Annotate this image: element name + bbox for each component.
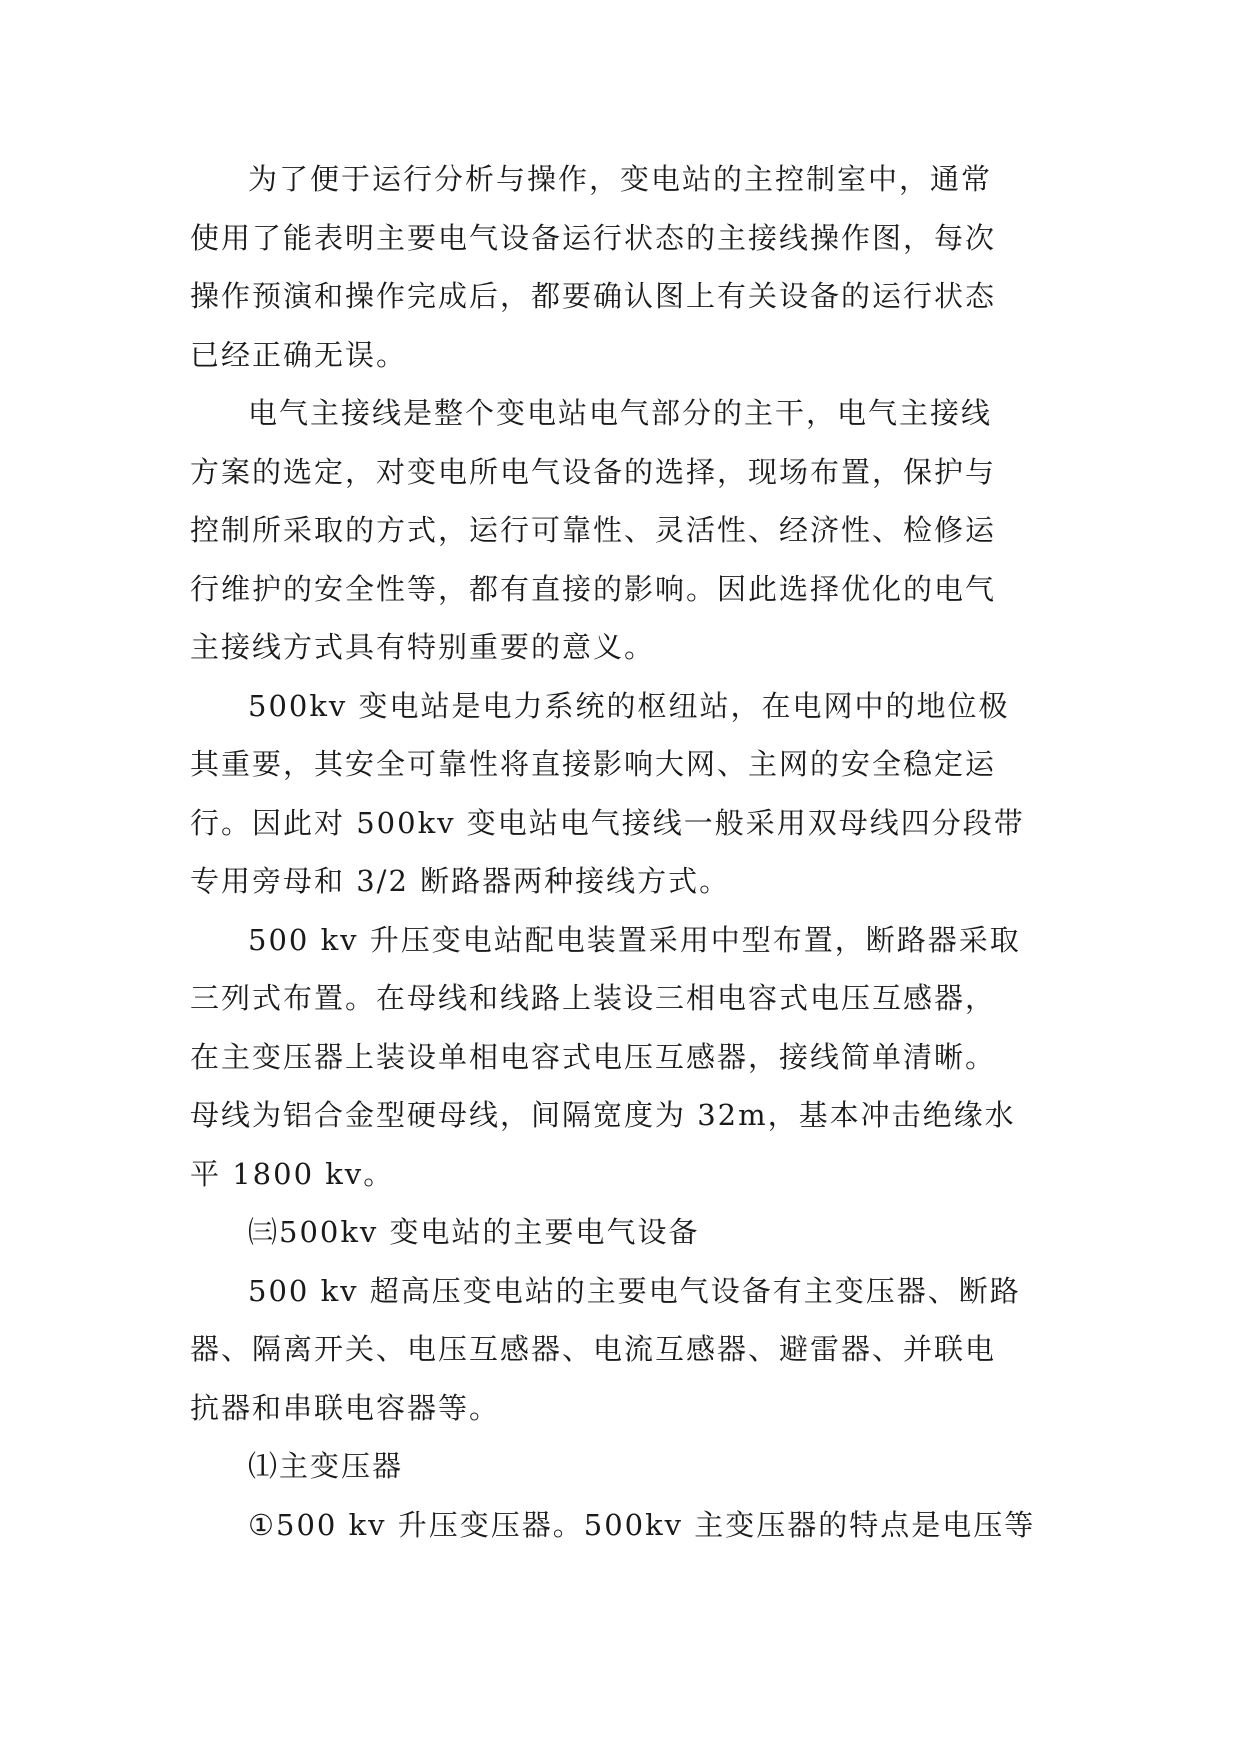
section-heading: ㈢500kv 变电站的主要电气设备 [248, 1215, 700, 1249]
text-line: 使用了能表明主要电气设备运行状态的主接线操作图，每次 [190, 220, 997, 255]
text-line: 在主变压器上装设单相电容式电压互感器，接线简单清晰。 [190, 1039, 997, 1074]
text-line: 操作预演和操作完成后，都要确认图上有关设备的运行状态 [190, 279, 997, 313]
text-line: 行维护的安全性等，都有直接的影响。因此选择优化的电气 [190, 571, 997, 606]
text-line: 控制所采取的方式，运行可靠性、灵活性、经济性、检修运 [190, 513, 997, 547]
document-body [190, 150, 1050, 1554]
text-line: 已经正确无误。 [190, 337, 408, 372]
text-line: 其重要，其安全可靠性将直接影响大网、主网的安全稳定运 [190, 747, 997, 781]
text-line: 500 kv 升压变电站配电装置采用中型布置，断路器采取 [248, 922, 1021, 957]
text-line: 为了便于运行分析与操作，变电站的主控制室中，通常 [248, 162, 993, 196]
text-line: ①500 kv 升压变压器。500kv 主变压器的特点是电压等 [248, 1507, 1036, 1542]
text-line: 平 1800 kv。 [190, 1156, 395, 1191]
text-line: 抗器和串联电容器等。 [190, 1390, 501, 1425]
text-line: 三列式布置。在母线和线路上装设三相电容式电压互感器， [190, 981, 997, 1015]
text-line: 方案的选定，对变电所电气设备的选择，现场布置，保护与 [190, 454, 997, 489]
text-line: 电气主接线是整个变电站电气部分的主干，电气主接线 [248, 396, 993, 430]
text-line: 主接线方式具有特别重要的意义。 [190, 630, 656, 664]
subsection-heading: ⑴主变压器 [248, 1449, 404, 1483]
text-line: 专用旁母和 3/2 断路器两种接线方式。 [190, 864, 731, 898]
text-line: 器、隔离开关、电压互感器、电流互感器、避雷器、并联电 [190, 1332, 997, 1366]
text-line: 行。因此对 500kv 变电站电气接线一般采用双母线四分段带 [190, 805, 1025, 840]
text-line: 母线为铝合金型硬母线，间隔宽度为 32m，基本冲击绝缘水 [190, 1098, 1016, 1132]
text-line: 500kv 变电站是电力系统的枢纽站，在电网中的地位极 [248, 688, 1010, 723]
text-line: 500 kv 超高压变电站的主要电气设备有主变压器、断路 [248, 1273, 1021, 1308]
